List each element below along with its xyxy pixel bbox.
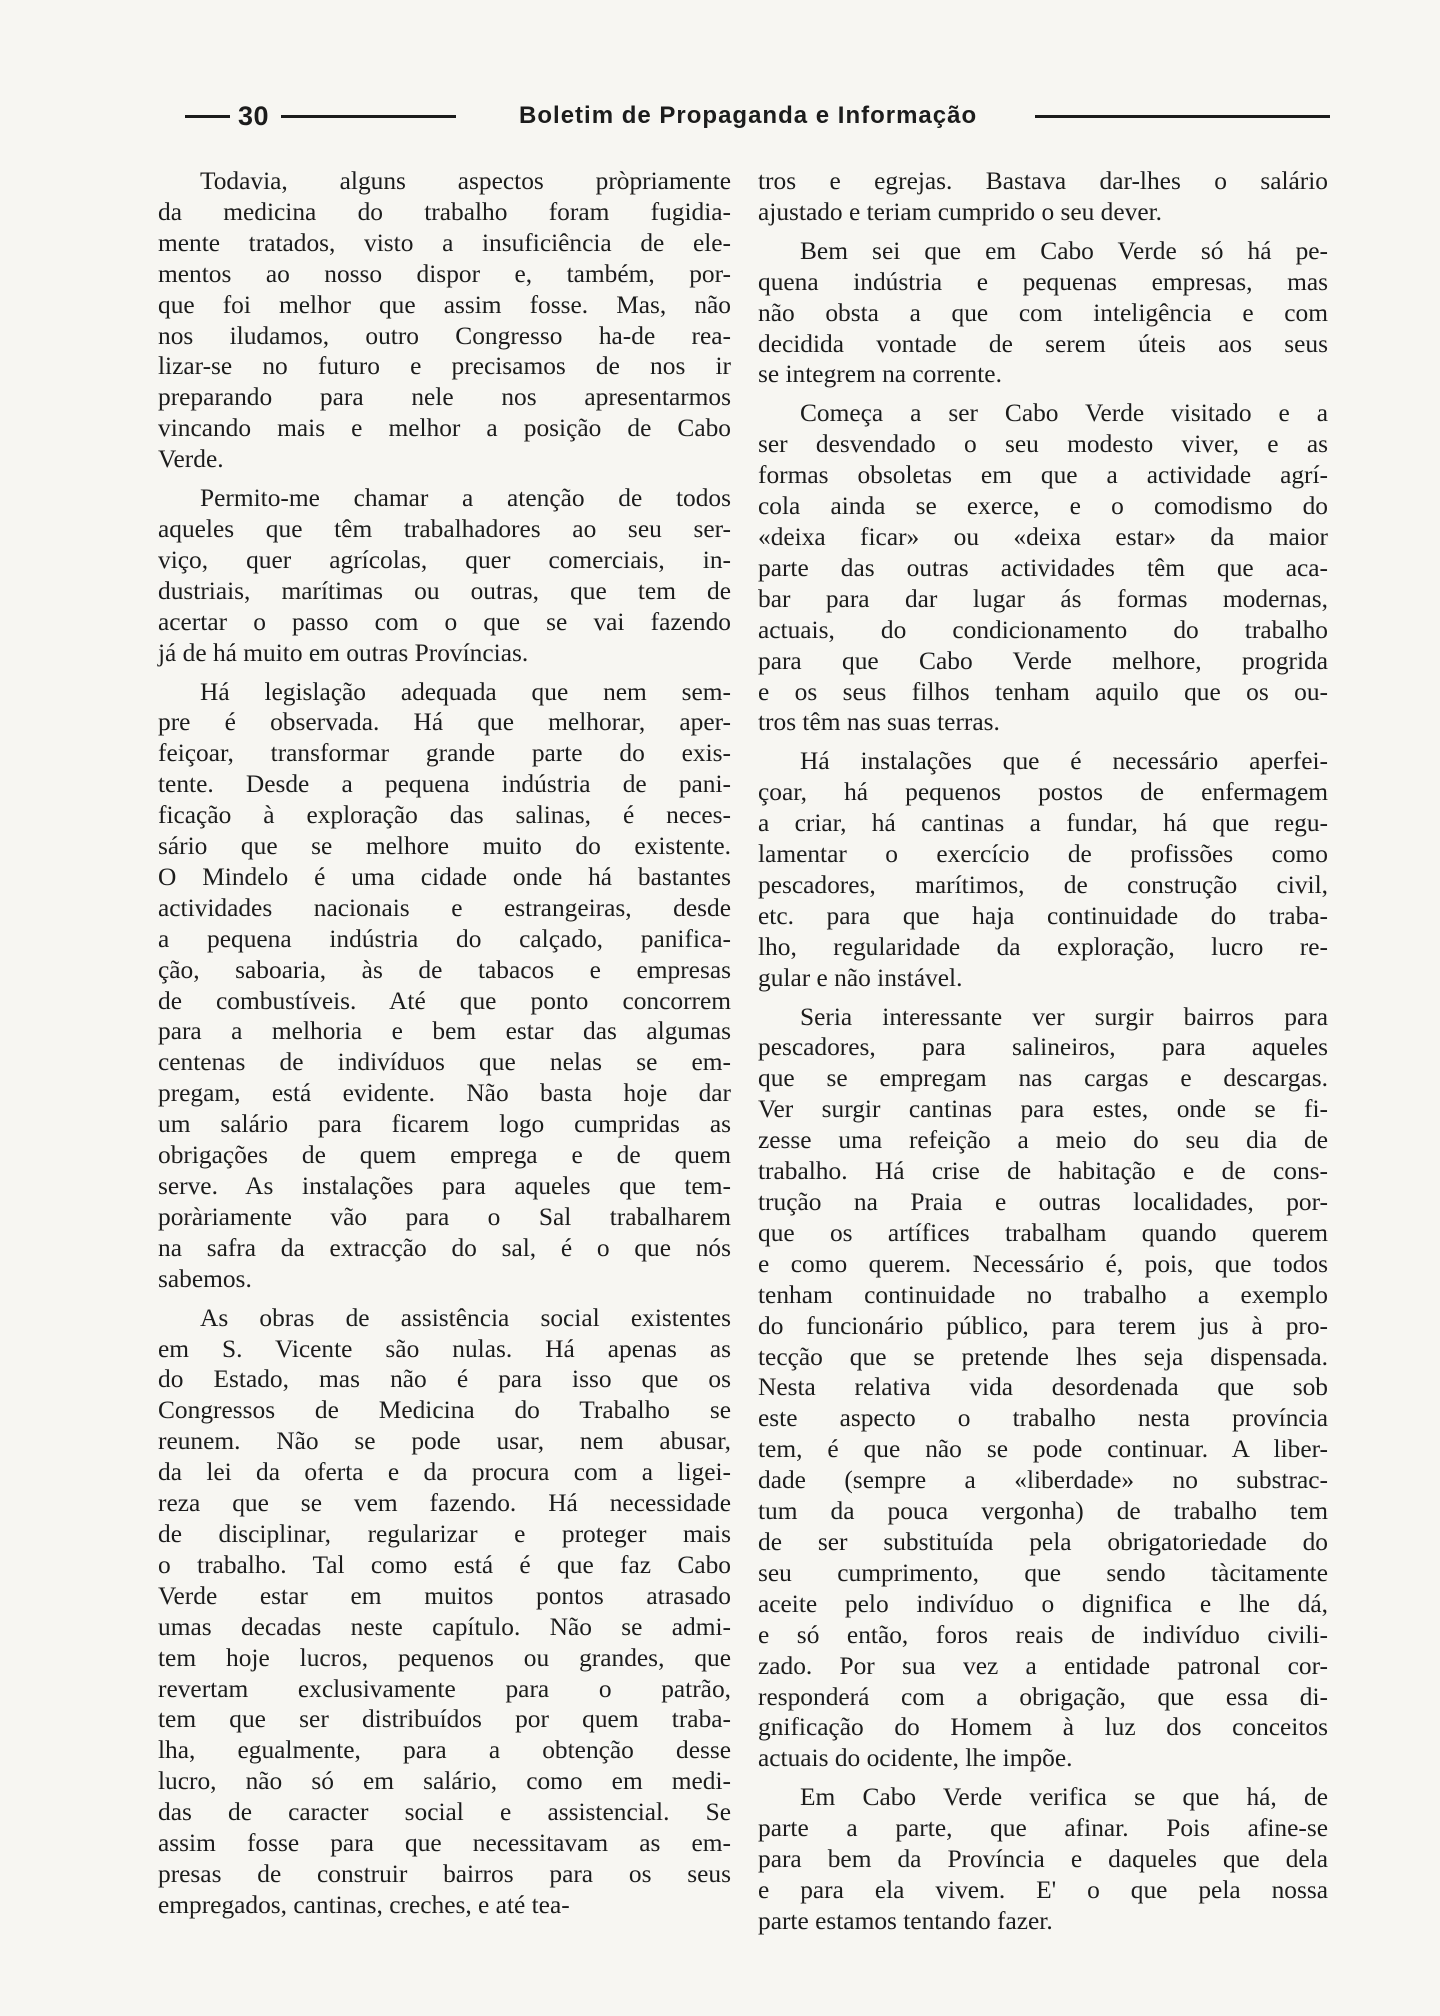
text-line: seu cumprimento, que sendo tàcitamente <box>758 1558 1328 1587</box>
text-line: aceite pelo indivíduo o dignifica e lhe dá, <box>758 1589 1328 1618</box>
text-line: Começa a ser Cabo Verde visitado e a <box>800 399 1328 428</box>
text-line: gular e não instável. <box>758 963 963 992</box>
text-line: lamentar o exercício de profissões como <box>758 840 1328 869</box>
text-line: pescadores, marítimos, de construção civil, <box>758 870 1328 899</box>
text-line: que se empregam nas cargas e descargas. <box>758 1064 1328 1093</box>
text-line: na safra da extracção do sal, é o que nós <box>158 1233 731 1262</box>
text-line: nos iludamos, outro Congresso ha-de rea- <box>158 321 731 350</box>
text-line: dade (sempre a «liberdade» no substrac- <box>758 1466 1328 1495</box>
text-line: o trabalho. Tal como está é que faz Cabo <box>158 1550 731 1579</box>
text-line: formas obsoletas em que a actividade agrí- <box>758 461 1328 490</box>
paragraph <box>758 166 1328 228</box>
paragraph <box>758 746 1328 993</box>
text-line: poràriamente vão para o Sal trabalharem <box>158 1202 731 1231</box>
text-line: e para ela vivem. E' o que pela nossa <box>758 1875 1328 1904</box>
text-line: sabemos. <box>158 1264 252 1293</box>
text-line: sário que se melhore muito do existente. <box>158 832 731 861</box>
text-line: Verde estar em muitos pontos atrasado <box>158 1581 731 1610</box>
text-line: serve. As instalações para aqueles que tem- <box>158 1172 731 1200</box>
text-line: que foi melhor que assim fosse. Mas, não <box>158 290 731 319</box>
text-line: parte das outras actividades têm que aca- <box>758 553 1328 582</box>
text-line: de disciplinar, regularizar e proteger mais <box>158 1519 731 1548</box>
text-line: lha, egualmente, para a obtenção desse <box>158 1736 731 1765</box>
text-line: trabalho. Há crise de habitação e de cons- <box>758 1157 1328 1186</box>
text-line: ser desvendado o seu modesto viver, e as <box>758 430 1328 459</box>
text-line: de ser substituída pela obrigatoriedade do <box>758 1527 1328 1556</box>
paragraph <box>158 166 731 475</box>
text-line: tem que ser distribuídos por quem traba- <box>158 1705 731 1734</box>
text-line: umas decadas neste capítulo. Não se admi- <box>158 1612 731 1641</box>
text-line: Há legislação adequada que nem sem- <box>200 677 731 706</box>
paragraph <box>758 236 1328 391</box>
text-line: mente tratados, visto a insuficiência de ele- <box>158 228 731 257</box>
text-line: ajustado e teriam cumprido o seu dever. <box>758 197 1163 226</box>
running-header <box>185 96 1330 136</box>
text-line: Há instalações que é necessário aperfei- <box>800 747 1328 776</box>
text-line: tros e egrejas. Bastava dar-lhes o salário <box>758 167 1328 195</box>
text-line: Congressos de Medicina do Trabalho se <box>158 1396 731 1425</box>
text-line: a pequena indústria do calçado, panifica- <box>158 924 731 953</box>
text-line: lucro, não só em salário, como em medi- <box>158 1767 731 1796</box>
text-line: obrigações de quem emprega e de quem <box>158 1141 731 1170</box>
text-line: reza que se vem fazendo. Há necessidade <box>158 1489 731 1518</box>
text-line: tente. Desde a pequena indústria de pani- <box>158 770 731 799</box>
text-line: dustriais, marítimas ou outras, que tem de <box>158 576 731 605</box>
text-line: Nesta relativa vida desordenada que sob <box>758 1373 1328 1402</box>
text-line: do funcionário público, para terem jus à pro- <box>758 1311 1328 1340</box>
text-line: parte estamos tentando fazer. <box>758 1906 1053 1935</box>
text-line: actuais do ocidente, lhe impõe. <box>758 1744 1073 1773</box>
text-line: que os artífices trabalham quando querem <box>758 1218 1328 1247</box>
text-line: das de caracter social e assistencial. Se <box>158 1798 731 1827</box>
text-line: actuais, do condicionamento do trabalho <box>758 615 1328 644</box>
text-line: e como querem. Necessário é, pois, que todos <box>758 1249 1328 1278</box>
text-line: tum da pouca vergonha) de trabalho tem <box>758 1497 1328 1526</box>
text-line: O Mindelo é uma cidade onde há bastantes <box>158 862 731 891</box>
right-column <box>758 166 1328 1945</box>
text-line: e só então, foros reais de indivíduo civili- <box>758 1620 1328 1649</box>
text-line: zesse uma refeição a meio do seu dia de <box>758 1126 1328 1155</box>
text-line: reunem. Não se pode usar, nem abusar, <box>158 1427 731 1456</box>
text-line: para a melhoria e bem estar das algumas <box>158 1017 731 1046</box>
text-line: empregados, cantinas, creches, e até tea- <box>158 1890 570 1919</box>
text-line: parte a parte, que afinar. Pois afine-se <box>758 1814 1328 1843</box>
text-line: a criar, há cantinas a fundar, há que regu- <box>758 809 1328 838</box>
text-line: não obsta a que com inteligência e com <box>758 298 1328 327</box>
text-line: do Estado, mas não é para isso que os <box>158 1365 731 1394</box>
text-line: de combustíveis. Até que ponto concorrem <box>158 986 731 1015</box>
text-line: Bem sei que em Cabo Verde só há pe- <box>800 236 1328 265</box>
text-line: presas de construir bairros para os seus <box>158 1859 731 1888</box>
text-line: «deixa ficar» ou «deixa estar» da maior <box>758 522 1328 551</box>
text-line: responderá com a obrigação, que essa di- <box>758 1682 1328 1711</box>
header-rule-middle <box>281 115 456 118</box>
paragraph <box>758 398 1328 738</box>
text-line: quena indústria e pequenas empresas, mas <box>758 267 1328 296</box>
text-line: e os seus filhos tenham aquilo que os ou- <box>758 677 1328 706</box>
text-line: çoar, há pequenos postos de enfermagem <box>758 778 1328 807</box>
text-line: em S. Vicente são nulas. Há apenas as <box>158 1334 731 1363</box>
text-line: Verde. <box>158 445 224 474</box>
text-line: da medicina do trabalho foram fugidia- <box>158 197 731 226</box>
text-line: tem, é que não se pode continuar. A liber- <box>758 1435 1328 1464</box>
text-line: mentos ao nosso dispor e, também, por- <box>158 259 731 288</box>
text-line: este aspecto o trabalho nesta província <box>758 1404 1328 1433</box>
text-line: acertar o passo com o que se vai fazendo <box>158 607 731 636</box>
paragraph <box>158 1303 731 1921</box>
header-rule-left <box>185 115 230 118</box>
text-line: ção, saboaria, às de tabacos e empresas <box>158 955 731 984</box>
text-line: já de há muito em outras Províncias. <box>158 638 529 667</box>
publication-title: Boletim de Propaganda e Informação <box>519 102 978 129</box>
text-line: As obras de assistência social existentes <box>200 1303 731 1332</box>
text-line: decidida vontade de serem úteis aos seus <box>758 329 1328 358</box>
paragraph <box>758 1002 1328 1775</box>
text-line: lizar-se no futuro e precisamos de nos ir <box>158 352 731 381</box>
page-number: 30 <box>238 100 270 131</box>
text-line: aqueles que têm trabalhadores ao seu ser- <box>158 514 731 543</box>
paragraph <box>758 1782 1328 1937</box>
text-line: actividades nacionais e estrangeiras, desde <box>158 893 731 922</box>
text-line: Ver surgir cantinas para estes, onde se fi- <box>758 1095 1328 1124</box>
paragraph <box>158 483 731 668</box>
text-line: feiçoar, transformar grande parte do exis- <box>158 739 731 768</box>
text-line: tem hoje lucros, pequenos ou grandes, que <box>158 1643 731 1672</box>
text-line: pescadores, para salineiros, para aqueles <box>758 1033 1328 1062</box>
text-line: tenham continuidade no trabalho a exemplo <box>758 1280 1328 1309</box>
text-line: zado. Por sua vez a entidade patronal cor- <box>758 1651 1328 1680</box>
text-line: se integrem na corrente. <box>758 360 1002 389</box>
text-line: etc. para que haja continuidade do traba- <box>758 901 1328 930</box>
text-line: tecção que se pretende lhes seja dispensada. <box>758 1342 1328 1371</box>
text-line: preparando para nele nos apresentarmos <box>158 383 731 412</box>
text-line: revertam exclusivamente para o patrão, <box>158 1674 731 1703</box>
text-line: pre é observada. Há que melhorar, aper- <box>158 708 731 737</box>
text-line: trução na Praia e outras localidades, por- <box>758 1188 1328 1216</box>
text-line: Permito-me chamar a atenção de todos <box>200 484 731 513</box>
text-line: bar para dar lugar ás formas modernas, <box>758 584 1328 613</box>
text-line: para que Cabo Verde melhore, progrida <box>758 646 1328 675</box>
text-line: Seria interessante ver surgir bairros para <box>800 1002 1328 1031</box>
paragraph <box>158 677 731 1295</box>
text-line: assim fosse para que necessitavam as em- <box>158 1829 731 1858</box>
text-line: lho, regularidade da exploração, lucro re- <box>758 932 1328 961</box>
text-line: Em Cabo Verde verifica se que há, de <box>800 1783 1328 1812</box>
text-line: viço, quer agrícolas, quer comerciais, in- <box>158 545 731 574</box>
text-line: vincando mais e melhor a posição de Cabo <box>158 414 731 443</box>
text-line: tros têm nas suas terras. <box>758 708 1000 737</box>
text-line: cola ainda se exerce, e o comodismo do <box>758 492 1328 521</box>
text-line: gnificação do Homem à luz dos conceitos <box>758 1713 1328 1742</box>
left-column <box>158 166 731 1929</box>
header-rule-right <box>1035 115 1330 118</box>
text-line: um salário para ficarem logo cumpridas as <box>158 1110 731 1139</box>
text-line: Todavia, alguns aspectos pròpriamente <box>200 167 731 195</box>
text-line: ficação à exploração das salinas, é neces- <box>158 801 731 830</box>
text-line: da lei da oferta e da procura com a ligei- <box>158 1458 731 1487</box>
text-line: pregam, está evidente. Não basta hoje dar <box>158 1079 731 1108</box>
text-line: para bem da Província e daqueles que dela <box>758 1845 1328 1874</box>
text-line: centenas de indivíduos que nelas se em- <box>158 1048 731 1077</box>
